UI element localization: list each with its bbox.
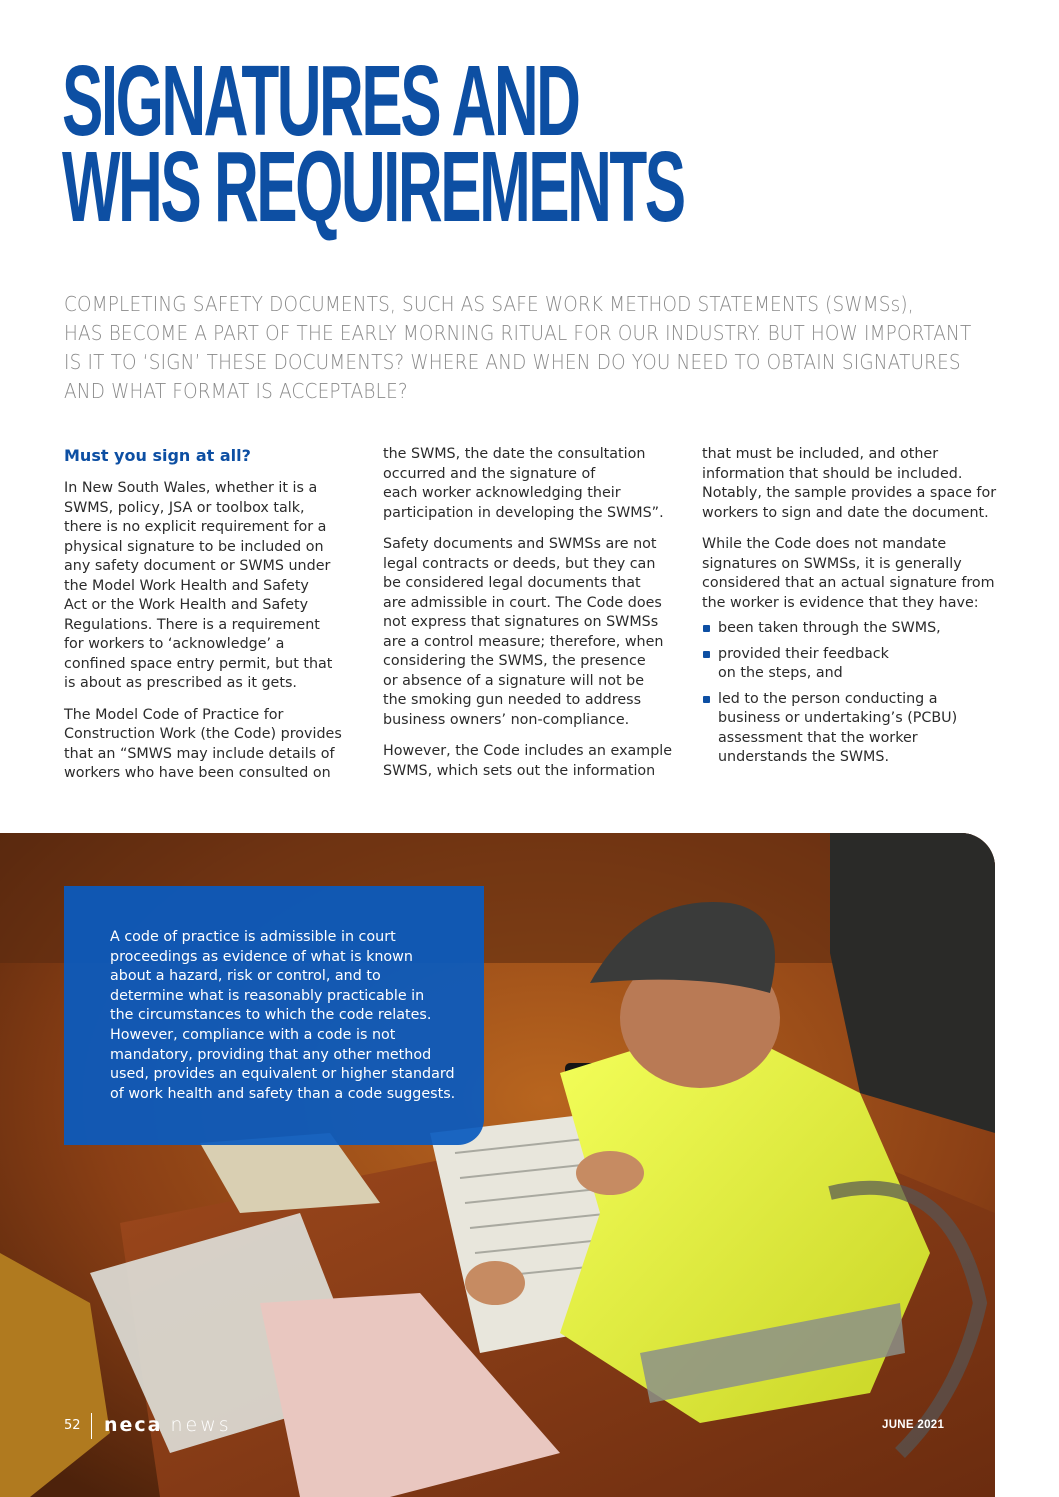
list-item: [702, 645, 1002, 684]
text-line: In New South Wales, whether it is a: [64, 480, 318, 496]
text-line: understands the SWMS.: [718, 749, 889, 765]
text-line: SWMS, policy, JSA or toolbox talk,: [64, 499, 305, 516]
callout-line: the circumstances to which the code relates.: [110, 1007, 432, 1024]
paragraph: [64, 706, 354, 784]
text-line: physical signature to be included on: [64, 538, 324, 555]
text-line: However, the Code includes an example: [383, 743, 673, 759]
paragraph: [702, 445, 1002, 523]
text-line: provided their feedback: [718, 645, 889, 662]
text-line: assessment that the worker: [718, 729, 918, 746]
text-line: Act or the Work Health and Safety: [64, 597, 309, 613]
text-line: is about as prescribed as it gets.: [64, 675, 297, 691]
callout-line: about a hazard, risk or control, and to: [110, 968, 381, 985]
paragraph: [64, 479, 354, 694]
text-line: The Model Code of Practice for: [64, 706, 284, 723]
list-item: [702, 690, 1002, 768]
callout-line: proceedings as evidence of what is known: [110, 948, 413, 965]
logo-light-word: news: [170, 1414, 232, 1436]
body-column-2: [383, 445, 673, 793]
text-line: that an “SMWS may include details of: [64, 745, 335, 762]
text-line: business owners’ non-compliance.: [383, 711, 630, 728]
text-line: that must be included, and other: [702, 446, 939, 462]
body-column-1: [64, 445, 354, 796]
callout-line: mandatory, providing that any other method: [110, 1046, 432, 1063]
hand-right: [465, 1261, 525, 1305]
text-line: the Model Work Health and Safety: [64, 577, 309, 594]
title-line-1: SIGNATURES AND: [62, 45, 579, 157]
text-line: led to the person conducting a: [718, 690, 938, 707]
text-line: are admissible in court. The Code does: [383, 594, 662, 611]
text-line: are a control measure; therefore, when: [383, 633, 664, 650]
intro-line: COMPLETING SAFETY DOCUMENTS, SUCH AS SAFE WORK METHOD STATEMENTS (SWMSs),: [64, 292, 914, 316]
intro-line: IS IT TO ‘SIGN’ THESE DOCUMENTS? WHERE AND WHEN DO YOU NEED TO OBTAIN SIGNATURES: [64, 350, 961, 374]
section-heading: Must you sign at all?: [64, 446, 251, 465]
text-line: be considered legal documents that: [383, 575, 641, 591]
text-line: Safety documents and SWMSs are not: [383, 536, 657, 552]
text-line: Notably, the sample provides a space for: [702, 485, 997, 501]
text-line: the smoking gun needed to address: [383, 692, 642, 708]
text-line: signatures on SWMSs, it is generally: [702, 555, 962, 572]
text-line: business or undertaking’s (PCBU): [718, 710, 958, 726]
body-column-3: [702, 445, 1002, 774]
intro-line: HAS BECOME A PART OF THE EARLY MORNING RITUAL FOR OUR INDUSTRY. BUT HOW IMPORTANT: [64, 321, 972, 345]
text-line: considered that an actual signature from: [702, 575, 995, 591]
callout-box: [64, 886, 484, 1145]
text-line: SWMS, which sets out the information: [383, 762, 656, 779]
text-line: workers who have been consulted on: [64, 765, 331, 781]
issue-date: JUNE 2021: [882, 1419, 945, 1431]
text-line: workers to sign and date the document.: [702, 504, 989, 521]
page-number: 52: [64, 1418, 81, 1433]
text-line: there is no explicit requirement for a: [64, 519, 327, 535]
callout-line: of work health and safety than a code suggests.: [110, 1085, 456, 1102]
text-line: or absence of a signature will not be: [383, 672, 645, 689]
callout-line: determine what is reasonably practicable in: [110, 987, 425, 1004]
intro-standfirst: [64, 290, 972, 406]
text-line: each worker acknowledging their: [383, 485, 621, 501]
text-line: legal contracts or deeds, but they can: [383, 555, 656, 572]
text-line: information that should be included.: [702, 465, 963, 482]
callout-line: used, provides an equivalent or higher standard: [110, 1066, 455, 1083]
bullet-list: [702, 619, 1002, 768]
paragraph: [702, 535, 1002, 613]
hand-left: [576, 1151, 644, 1195]
footer-divider: [91, 1413, 92, 1439]
logo-bold-word: neca: [104, 1414, 163, 1436]
text-line: considering the SWMS, the presence: [383, 653, 646, 669]
text-line: any safety document or SWMS under: [64, 558, 331, 574]
text-line: for workers to ‘acknowledge’ a: [64, 636, 285, 652]
text-line: been taken through the SWMS,: [718, 620, 941, 636]
text-line: not express that signatures on SWMSs: [383, 614, 659, 630]
text-line: the SWMS, the date the consultation: [383, 446, 646, 462]
page-title: [62, 45, 684, 243]
magazine-logo: [104, 1414, 232, 1436]
callout-line: A code of practice is admissible in court: [110, 929, 396, 945]
text-line: Construction Work (the Code) provides: [64, 726, 342, 742]
text-line: occurred and the signature of: [383, 465, 596, 482]
text-line: on the steps, and: [718, 665, 843, 681]
callout-line: However, compliance with a code is not: [110, 1026, 396, 1043]
paragraph: [383, 445, 673, 523]
text-line: Regulations. There is a requirement: [64, 616, 320, 633]
paragraph: [383, 535, 673, 730]
text-line: confined space entry permit, but that: [64, 655, 333, 672]
text-line: participation in developing the SWMS”.: [383, 504, 664, 521]
list-item: [702, 619, 1002, 639]
text-line: While the Code does not mandate: [702, 536, 947, 552]
paragraph: [383, 742, 673, 781]
title-line-2: WHS REQUIREMENTS: [62, 131, 684, 243]
intro-line: AND WHAT FORMAT IS ACCEPTABLE?: [64, 379, 408, 403]
text-line: the worker is evidence that they have:: [702, 594, 979, 611]
